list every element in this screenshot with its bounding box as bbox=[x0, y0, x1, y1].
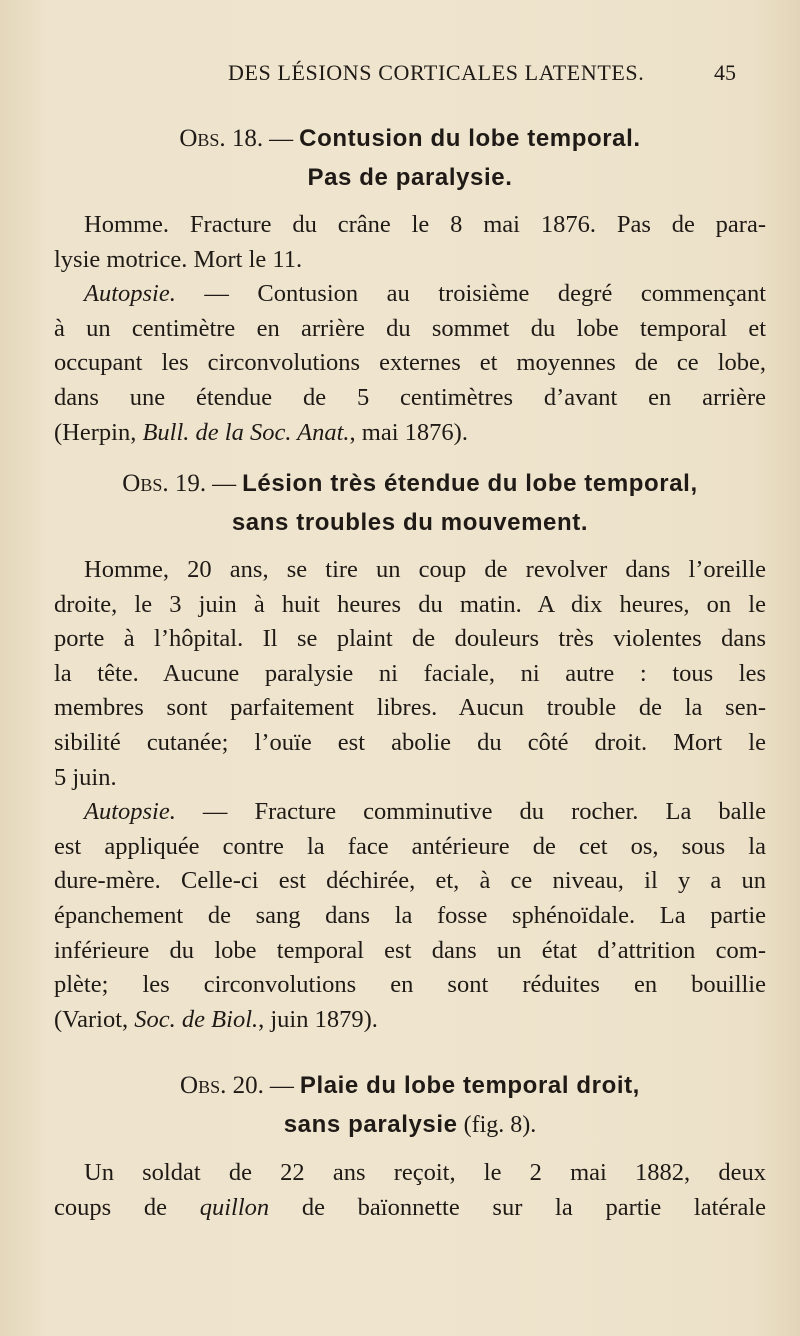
obs-19-p1-line: la tête. Aucune paralysie ni faciale, ni autre : tous les bbox=[54, 659, 766, 687]
obs-19-p2-line bbox=[54, 795, 766, 830]
obs-18-p2-line: occupant les circonvolutions externes et moyennes de ce lobe, bbox=[54, 349, 766, 377]
obs-19-p2-line: inférieure du lobe temporal est dans un état d’attrition com- bbox=[54, 936, 766, 964]
obs-19-citation-journal: Soc. de Biol. bbox=[134, 1005, 259, 1033]
running-head bbox=[0, 60, 800, 90]
obs-19-dash: — bbox=[206, 471, 243, 497]
obs-19-p2-line: dure-mère. Celle-ci est déchirée, et, à ce niveau, il y a un bbox=[54, 867, 766, 895]
obs-20-p1-text: coups de bbox=[54, 1193, 200, 1221]
obs-19-p2-text: — Fracture comminutive du rocher. La balle bbox=[175, 798, 766, 826]
obs-20-dash: — bbox=[263, 1073, 300, 1099]
obs-18-dash: — bbox=[263, 126, 300, 152]
obs-18-autopsy-label: Autopsie. bbox=[84, 280, 176, 308]
obs-19-p2-line: est appliquée contre la face antérieure de cet os, sous la bbox=[54, 832, 766, 860]
obs-19-autopsy-label: Autopsie. bbox=[84, 798, 176, 826]
obs-18-heading-line1 bbox=[54, 119, 766, 158]
obs-18-p1-line: lysie motrice. Mort le 11. bbox=[54, 245, 303, 273]
obs-18-paragraph-1 bbox=[54, 208, 766, 277]
obs-20-paragraph-1 bbox=[54, 1156, 766, 1225]
observation-20 bbox=[54, 1066, 766, 1225]
obs-19-p2-line: plète; les circonvolutions en sont réduites en bouillie bbox=[54, 971, 766, 999]
observation-18 bbox=[54, 119, 766, 450]
obs-20-p1-text: de baïonnette sur la partie latérale bbox=[269, 1193, 766, 1221]
obs-18-p2-line: à un centimètre en arrière du sommet du lobe temporal et bbox=[54, 314, 766, 342]
obs-18-p2-text: — Contusion au troisième degré commençant bbox=[175, 280, 766, 308]
obs-18-heading bbox=[54, 119, 766, 196]
obs-19-p2-line: épanchement de sang dans la fosse sphénoïdale. La partie bbox=[54, 901, 766, 929]
obs-19-paragraph-1 bbox=[54, 553, 766, 795]
obs-20-title-line1: Plaie du lobe temporal droit, bbox=[299, 1072, 640, 1099]
obs-20-heading bbox=[54, 1066, 766, 1144]
obs-18-title-line2: Pas de paralysie. bbox=[307, 164, 513, 191]
obs-19-title-line1: Lésion très étendue du lobe temporal, bbox=[242, 470, 698, 497]
obs-19-p1-line: Homme, 20 ans, se tire un coup de revolver dans l’oreille bbox=[84, 556, 766, 583]
obs-18-citation-journal: Bull. de la Soc. Anat. bbox=[142, 418, 350, 446]
obs-19-heading-line1 bbox=[54, 464, 766, 503]
observation-19 bbox=[54, 464, 766, 1037]
obs-18-citation-date: , mai 1876). bbox=[349, 418, 468, 446]
obs-18-paragraph-2 bbox=[54, 277, 766, 450]
obs-19-p1-line: droite, le 3 juin à huit heures du matin. A dix heures, on le bbox=[54, 590, 766, 618]
obs-18-p2-line bbox=[54, 416, 766, 451]
running-title: DES LÉSIONS CORTICALES LATENTES. bbox=[228, 60, 645, 85]
obs-18-title-line1: Contusion du lobe temporal. bbox=[299, 125, 641, 152]
page-number: 45 bbox=[714, 60, 736, 85]
obs-20-p1-line bbox=[54, 1191, 766, 1226]
obs-19-p2-line bbox=[54, 1003, 766, 1038]
obs-18-p1-line: Homme. Fracture du crâne le 8 mai 1876. Pas de para- bbox=[84, 211, 766, 238]
obs-20-heading-line2 bbox=[54, 1105, 766, 1144]
obs-20-title-line2-bold: sans paralysie bbox=[283, 1111, 458, 1138]
obs-18-heading-line2 bbox=[54, 158, 766, 196]
obs-20-heading-line1 bbox=[54, 1066, 766, 1105]
obs-19-citation-author: (Variot, bbox=[54, 1005, 135, 1033]
obs-20-label: Obs. 20. bbox=[180, 1072, 264, 1099]
obs-19-label: Obs. 19. bbox=[122, 470, 207, 497]
obs-18-p2-line: dans une étendue de 5 centimètres d’avant en arrière bbox=[54, 383, 766, 411]
obs-19-title-line2: sans troubles du mouvement. bbox=[231, 509, 589, 536]
obs-19-heading-line2 bbox=[54, 503, 766, 541]
obs-19-p1-line: porte à l’hôpital. Il se plaint de douleurs très violentes dans bbox=[54, 625, 766, 653]
obs-19-citation-date: , juin 1879). bbox=[258, 1005, 378, 1033]
obs-19-heading bbox=[54, 464, 766, 541]
obs-18-citation-author: (Herpin, bbox=[54, 418, 143, 446]
obs-20-p1-italic: quillon bbox=[199, 1193, 270, 1221]
obs-19-p1-line: membres sont parfaitement libres. Aucun trouble de la sen- bbox=[54, 694, 766, 722]
obs-20-figure-reference: (fig. 8). bbox=[457, 1112, 537, 1138]
obs-19-p1-line: sibilité cutanée; l’ouïe est abolie du côté droit. Mort le bbox=[54, 728, 766, 756]
obs-20-p1-line: Un soldat de 22 ans reçoit, le 2 mai 1882, deux bbox=[84, 1159, 766, 1186]
obs-19-paragraph-2 bbox=[54, 795, 766, 1037]
obs-18-p2-line bbox=[54, 277, 766, 312]
obs-18-label: Obs. 18. bbox=[179, 125, 264, 152]
obs-19-p1-line: 5 juin. bbox=[54, 763, 117, 791]
